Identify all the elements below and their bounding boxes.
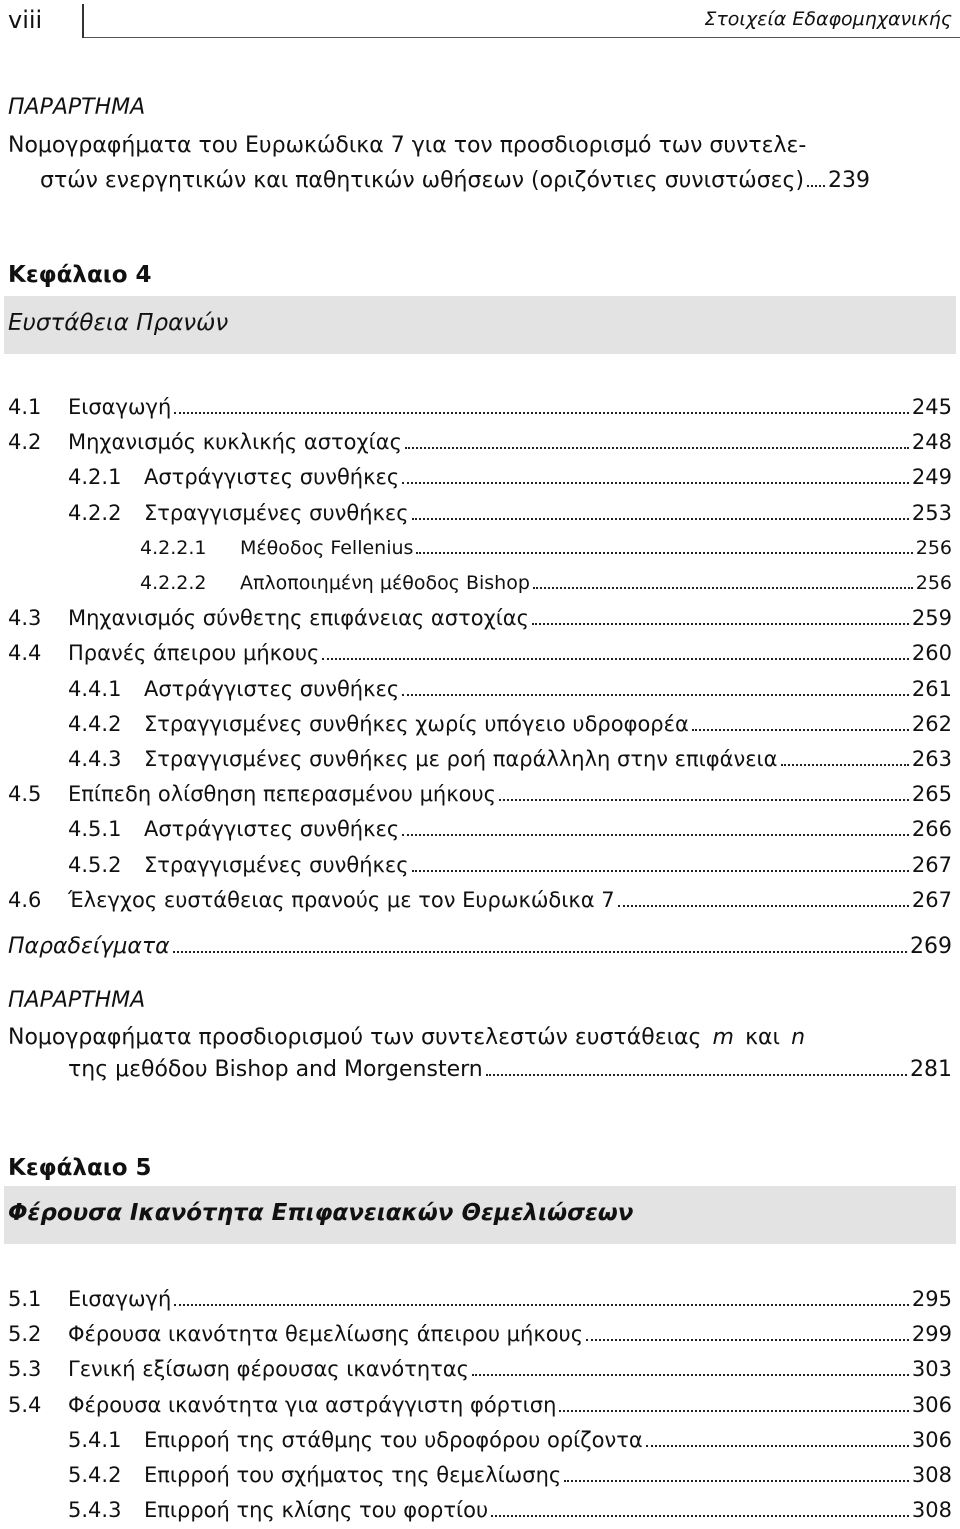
toc-entry[interactable] [0,1495,960,1525]
and-word: και [745,1025,780,1050]
toc-page-number: 256 [915,572,952,594]
toc-entry-title: Αστράγγιστες συνθήκες [144,465,400,490]
toc-entry-number: 5.3 [8,1357,42,1382]
dot-leader [692,729,909,731]
dot-leader [174,1304,909,1306]
toc-entry[interactable] [0,427,960,457]
toc-entry-number: 4.2.2.2 [140,572,207,594]
toc-entry-title: Επιρροή της στάθμης του υδροφόρου ορίζοντα [144,1427,643,1452]
header-vertical-rule [82,4,84,38]
toc-entry-title: Αστράγγιστες συνθήκες [144,676,400,701]
toc-entry[interactable] [0,1319,960,1349]
dot-leader [402,834,909,836]
dot-leader [781,764,909,766]
toc-entry[interactable] [0,744,960,774]
toc-entry-number: 5.4.3 [68,1498,122,1523]
toc-page-number: 245 [911,395,952,419]
toc-entry-number: 4.4.2 [68,711,122,736]
toc-entry-title: Επίπεδη ολίσθηση πεπερασμένου μήκους [68,782,496,807]
dot-leader [559,1410,909,1412]
toc-page-number: 267 [911,887,952,912]
toc-entry-title: Απλοποιημένη μέθοδος Bishop [240,572,530,594]
toc-entry-number: 5.1 [8,1287,42,1311]
toc-entry-title: Μηχανισμός σύνθετης επιφάνειας αστοχίας [68,606,529,631]
toc-entry-title: Μέθοδος Fellenius [240,536,414,559]
dot-leader [412,518,909,520]
symbol-m: m [712,1025,734,1050]
toc-page-number: 263 [911,747,952,771]
dot-leader [586,1339,909,1341]
toc-entry-number: 4.4.3 [68,747,122,771]
toc-page-number: 295 [911,1287,952,1311]
toc-entry-title: Πρανές άπειρου μήκους [68,641,320,666]
chapter-5-title: Φέρουσα Ικανότητα Επιφανειακών Θεμελιώσεων [8,1200,634,1226]
running-title: Στοιχεία Εδαφομηχανικής [704,8,952,30]
appendix-2-line-2-entry[interactable] [0,1055,960,1085]
toc-entry-title: Στραγγισμένες συνθήκες με ροή παράλληλη στην επιφάνεια [144,747,778,771]
toc-entry-title: Στραγγισμένες συνθήκες [144,500,409,525]
appendix-label: ΠΑΡΑΡΤΗΜΑ [8,988,146,1013]
appendix-label: ΠΑΡΑΡΤΗΜΑ [8,95,146,120]
toc-entry[interactable] [0,1284,960,1314]
dot-leader [533,587,913,589]
toc-page-number: 239 [828,168,871,193]
toc-entry-title: Έλεγχος ευστάθειας πρανούς με τον Ευρωκώδικα 7 [68,887,615,912]
toc-entry-number: 5.2 [8,1322,42,1347]
toc-entry-number: 4.1 [8,395,42,419]
toc-entry-number: 4.5.1 [68,817,122,842]
dot-leader [402,482,909,484]
dot-leader [402,694,909,696]
toc-entry-number: 4.6 [8,887,42,912]
toc-entry-title: Εισαγωγή [68,395,172,419]
toc-entry-number: 5.4 [8,1392,42,1417]
dot-leader [322,658,909,660]
toc-page-number: 262 [911,711,952,736]
toc-entry-title: Μηχανισμός κυκλικής αστοχίας [68,430,402,455]
appendix-1-line-2: στών ενεργητικών και παθητικών ωθήσεων (οριζόντιες συνιστώσες) [40,168,805,193]
toc-page-number: 265 [911,782,952,807]
appendix-1-line-1: Νομογραφήματα του Ευρωκώδικα 7 για τον προσδιορισμό των συντελε- [8,133,807,158]
toc-page-number: 248 [911,430,952,455]
toc-page-number: 308 [911,1463,952,1487]
toc-entry[interactable] [0,462,960,492]
toc-entry[interactable] [0,603,960,633]
toc-entry-title: Φέρουσα ικανότητα θεμελίωσης άπειρου μήκους [68,1322,584,1347]
chapter-4-title: Ευστάθεια Πρανών [8,310,229,336]
dot-leader [491,1515,909,1517]
toc-page-number: 306 [911,1392,952,1417]
toc-entry[interactable] [0,709,960,739]
toc-entry[interactable] [0,674,960,704]
toc-entry-number: 4.5.2 [68,852,122,877]
dot-leader [405,447,909,449]
toc-page-number: 266 [911,817,952,842]
toc-entry-title: Επιρροή της κλίσης του φορτίου [144,1498,489,1523]
toc-entry-number: 5.4.1 [68,1427,122,1452]
dot-leader [416,552,912,554]
dot-leader [499,799,909,801]
dot-leader [486,1074,907,1076]
toc-entry[interactable] [0,885,960,915]
toc-page-number: 308 [911,1498,952,1523]
toc-entry-number: 4.5 [8,782,42,807]
toc-entry-number: 5.4.2 [68,1463,122,1487]
dot-leader [807,185,825,187]
toc-page-number: 249 [911,465,952,490]
dot-leader [174,412,909,414]
toc-entry-title: Φέρουσα ικανότητα για αστράγγιστη φόρτιση [68,1392,557,1417]
page-header [0,0,960,40]
dot-leader [646,1445,909,1447]
toc-entry-number: 4.4 [8,641,42,666]
toc-entry-title: Επιρροή του σχήματος της θεμελίωσης [144,1463,562,1487]
header-horizontal-rule [84,37,960,38]
dot-leader [412,870,909,872]
toc-entry[interactable] [0,533,960,563]
appendix-1 [8,92,145,124]
appendix-1-text [8,128,952,163]
toc-entry-title: Αστράγγιστες συνθήκες [144,817,400,842]
dot-leader [618,905,909,907]
toc-entry[interactable] [0,638,960,668]
toc-page-number: 256 [915,536,952,559]
toc-entry-number: 4.2.1 [68,465,122,490]
symbol-n: n [791,1025,806,1050]
chapter-5-label: Κεφάλαιο 5 [8,1155,152,1181]
examples-title: Παραδείγματα [8,934,170,959]
toc-entry[interactable] [0,1354,960,1384]
toc-page-number: 269 [910,934,952,959]
toc-page-number: 253 [911,500,952,525]
appendix-1-line-2-entry[interactable] [0,166,960,196]
chapter-4-label: Κεφάλαιο 4 [8,262,152,288]
toc-page-number: 261 [911,676,952,701]
toc-entry-number: 4.4.1 [68,676,122,701]
toc-entry[interactable] [0,1390,960,1420]
dot-leader [532,623,909,625]
toc-entry-title: Γενική εξίσωση φέρουσας ικανότητας [68,1357,469,1382]
toc-page-number: 259 [911,606,952,631]
chapter-5-title-band [4,1186,956,1244]
dot-leader [173,951,907,953]
toc-page-number: 303 [911,1357,952,1382]
toc-entry[interactable] [0,498,960,528]
toc-entry-number: 4.2.2 [68,500,122,525]
toc-entry[interactable] [0,779,960,809]
appendix-2-text: Νομογραφήματα προσδιορισμού των συντελεστών ευστάθειας [8,1025,702,1050]
appendix-2-line-2: της μεθόδου Bishop and Morgenstern [68,1057,483,1082]
toc-page-number: 306 [911,1427,952,1452]
dot-leader [472,1374,909,1376]
dot-leader [564,1480,909,1482]
examples-entry[interactable] [0,932,960,962]
toc-entry[interactable] [0,1460,960,1490]
toc-page-number: 281 [910,1057,952,1082]
toc-entry[interactable] [0,1425,960,1455]
toc-entry-number: 4.2 [8,430,42,455]
toc-entry[interactable] [0,568,960,598]
toc-page-number: 267 [911,852,952,877]
toc-entry-number: 4.3 [8,606,42,631]
appendix-2 [8,985,145,1017]
toc-entry[interactable] [0,814,960,844]
page-number: viii [8,6,43,34]
toc-entry-title: Στραγγισμένες συνθήκες [144,852,409,877]
toc-page-number: 260 [911,641,952,666]
chapter-4-title-band [4,296,956,354]
toc-entry-title: Στραγγισμένες συνθήκες χωρίς υπόγειο υδροφορέα [144,711,689,736]
toc-entry[interactable] [0,392,960,422]
toc-page-number: 299 [911,1322,952,1347]
appendix-2-line-1 [8,1020,805,1055]
toc-entry-title: Εισαγωγή [68,1287,172,1311]
toc-entry-number: 4.2.2.1 [140,536,207,559]
toc-entry[interactable] [0,850,960,880]
